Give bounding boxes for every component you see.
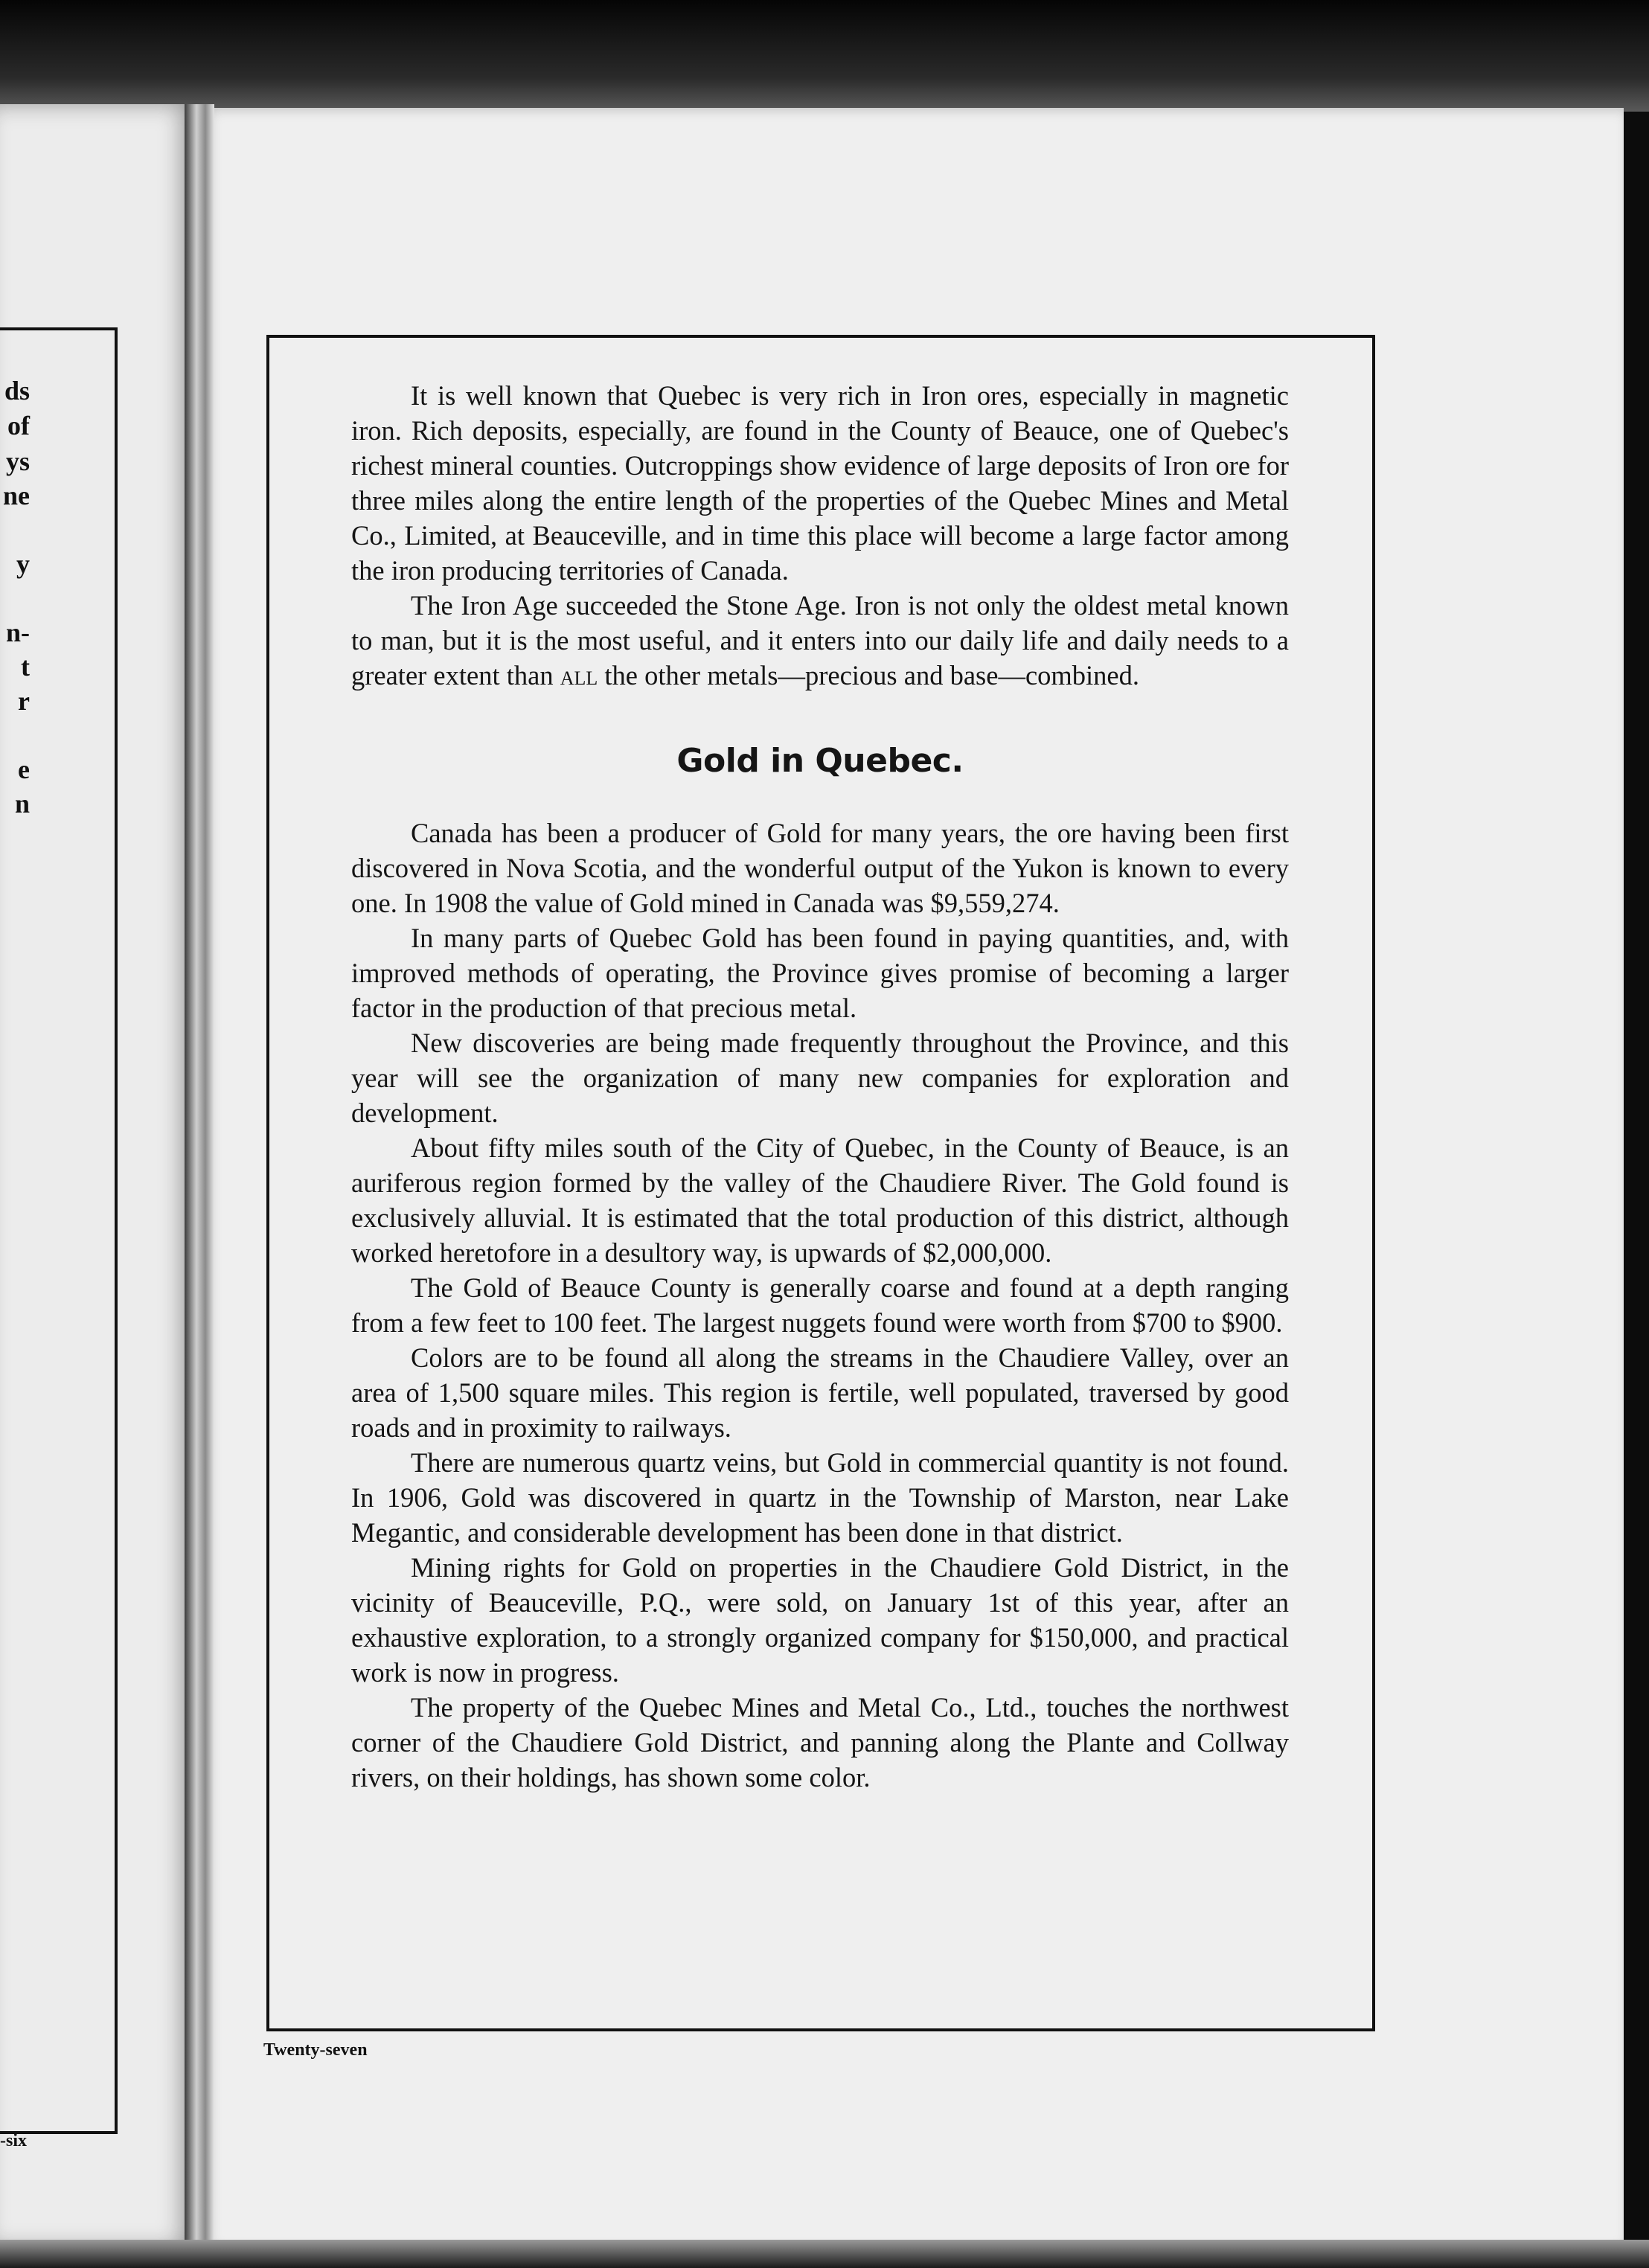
scanner-backdrop <box>0 0 1649 112</box>
left-page <box>0 104 195 2247</box>
body-paragraph: There are numerous quartz veins, but Gold in commercial quantity is not found. In 1906, Gold was discovered in quartz in the Township of Marston, near Lake Megantic, and considerable development has been done in that district. <box>351 1447 1289 1548</box>
left-fragment: r <box>18 686 30 716</box>
left-fragment: y <box>16 549 30 579</box>
left-fragment: t <box>21 652 30 682</box>
page-number: Twenty-seven <box>263 2040 368 2060</box>
left-fragment: n <box>14 789 30 819</box>
body-paragraph: Mining rights for Gold on properties in the Chaudiere Gold District, in the vicinity of Beauceville, P.Q., were sold, on January 1st of this year, after an exhaustive exploration, to a strongly organized company for $150,000, and practical work is now in progress. <box>351 1552 1289 1688</box>
body-paragraph: The Gold of Beauce County is generally coarse and found at a depth ranging from a few feet to 100 feet. The largest nuggets found were worth from $700 to $900. <box>351 1272 1289 1338</box>
small-caps-word: all <box>560 660 598 691</box>
scanner-bottom-edge <box>0 2240 1649 2268</box>
body-paragraph: Canada has been a producer of Gold for many years, the ore having been first discovered in Nova Scotia, and the wonderful output of the Yukon is known to every one. In 1908 the value of Gold mined in Canada was $9,559,274. <box>351 818 1289 918</box>
text-run: the other metals—precious and base—combined. <box>598 660 1140 691</box>
body-paragraph: In many parts of Quebec Gold has been found in paying quantities, and, with improved methods of operating, the Province gives promise of becoming a larger factor in the production of that precious metal. <box>351 923 1289 1023</box>
left-fragment: ys <box>5 446 30 476</box>
body-paragraph: Colors are to be found all along the streams in the Chaudiere Valley, over an area of 1,500 square miles. This region is fertile, well populated, traversed by good roads and in proximity to railways. <box>351 1342 1289 1443</box>
text-run: The Iron Age succeeded the Stone Age. Iron is not only the oldest metal known to man, but it is the most useful, and it enters into our daily life and daily needs to a greater extent than <box>351 590 1289 691</box>
section-heading: Gold in Quebec. <box>676 742 964 780</box>
page-text <box>351 378 1289 1795</box>
intro-paragraph: It is well known that Quebec is very rich in Iron ores, especially in magnetic iron. Rich deposits, especially, are found in the County of Beauce, one of Quebec's richest mineral counties. Outcroppings show evidence of large deposits of Iron ore for three miles along the entire length of the properties of the Quebec Mines and Metal Co., Limited, at Beauceville, and in time this place will become a large factor among the iron producing territories of Canada. <box>351 380 1289 586</box>
left-page-frame <box>0 327 118 2134</box>
left-page-number: -six <box>0 2131 27 2150</box>
left-fragment: of <box>7 411 30 441</box>
left-fragment: e <box>18 755 30 784</box>
intro-paragraph <box>351 588 1289 693</box>
body-paragraph: The property of the Quebec Mines and Metal Co., Ltd., touches the northwest corner of the Chaudiere Gold District, and panning along the Plante and Collway rivers, on their holdings, has shown some color. <box>351 1692 1289 1793</box>
body-paragraph: About fifty miles south of the City of Quebec, in the County of Beauce, is an auriferous region formed by the valley of the Chaudiere River. The Gold found is exclusively alluvial. It is estimated that the total production of this district, although worked heretofore in a desultory way, is upwards of $2,000,000. <box>351 1133 1289 1268</box>
left-fragment: n- <box>5 618 30 647</box>
body-paragraph: New discoveries are being made frequently throughout the Province, and this year will see the organization of many new companies for exploration and development. <box>351 1028 1289 1128</box>
book-spine <box>185 104 214 2247</box>
left-fragment: ds <box>4 376 30 406</box>
left-fragment: ne <box>3 481 30 510</box>
